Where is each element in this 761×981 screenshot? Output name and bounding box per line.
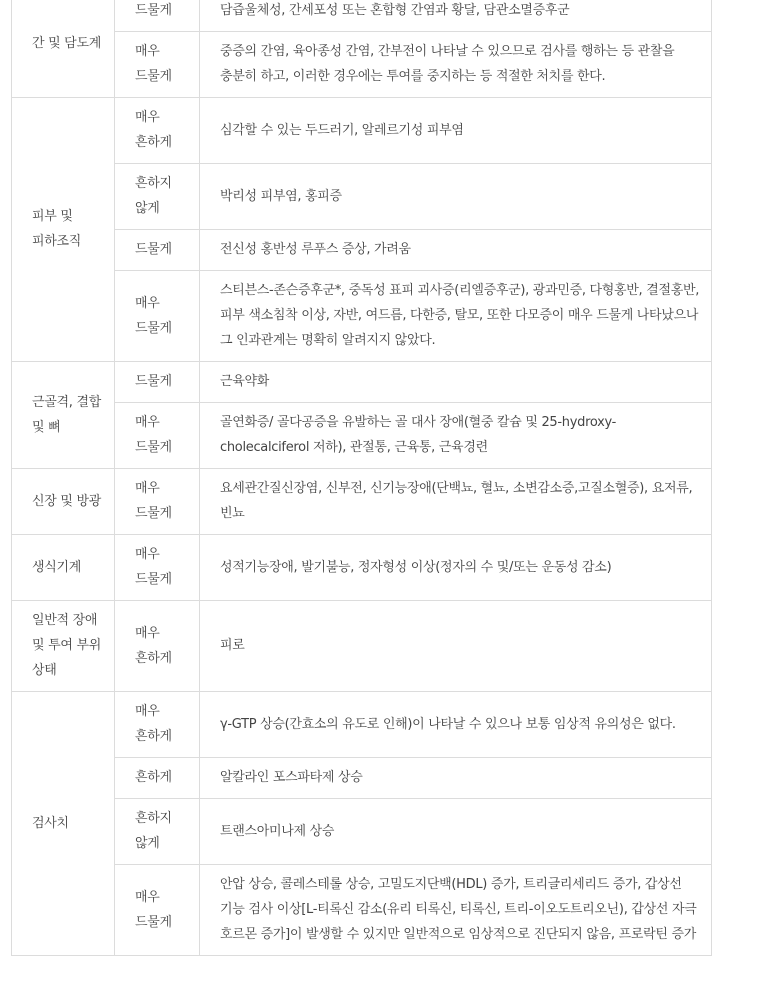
- description-cell: 골연화증/ 골다공증을 유발하는 골 대사 장애(혈중 칼슘 및 25-hydroxy-cholecalciferol 저하), 관절통, 근육통, 근육경련: [200, 403, 712, 469]
- frequency-cell: 매우 흔하게: [115, 692, 200, 758]
- table-row: [12, 0, 712, 32]
- description-cell: 근육약화: [200, 362, 712, 403]
- description-cell: 중증의 간염, 육아종성 간염, 간부전이 나타날 수 있으므로 검사를 행하는 등 관찰을 충분히 하고, 이러한 경우에는 투여를 중지하는 등 적절한 처치를 한다.: [200, 32, 712, 98]
- description-cell: 심각할 수 있는 두드러기, 알레르기성 피부염: [200, 98, 712, 164]
- description-cell: 스티븐스-존슨증후군*, 중독성 표피 괴사증(리엘증후군), 광과민증, 다형홍반, 결절홍반, 피부 색소침착 이상, 자반, 여드름, 다한증, 탈모, 또한 다모증이 매우 드물게 나타났으나 그 인과관계는 명확히 알려지지 않았다.: [200, 271, 712, 362]
- table-row: [12, 601, 712, 692]
- table-row: [12, 758, 712, 799]
- description-cell: 트랜스아미나제 상승: [200, 799, 712, 865]
- frequency-cell: 매우 드물게: [115, 469, 200, 535]
- table-row: [12, 865, 712, 956]
- frequency-cell: 매우 드물게: [115, 32, 200, 98]
- description-cell: γ-GTP 상승(간효소의 유도로 인해)이 나타날 수 있으나 보통 임상적 유의성은 없다.: [200, 692, 712, 758]
- frequency-cell: 매우 흔하게: [115, 601, 200, 692]
- category-cell: 신장 및 방광: [12, 469, 115, 535]
- table-row: [12, 692, 712, 758]
- adverse-reactions-table: [11, 0, 712, 956]
- description-cell: 알칼라인 포스파타제 상승: [200, 758, 712, 799]
- frequency-cell: 흔하지 않게: [115, 799, 200, 865]
- description-cell: 성적기능장애, 발기불능, 정자형성 이상(정자의 수 및/또는 운동성 감소): [200, 535, 712, 601]
- category-cell: 검사치: [12, 692, 115, 956]
- frequency-cell: 매우 드물게: [115, 535, 200, 601]
- table-row: [12, 32, 712, 98]
- category-cell: 간 및 담도계: [12, 0, 115, 98]
- table-row: [12, 98, 712, 164]
- table-row: [12, 362, 712, 403]
- frequency-cell: 드물게: [115, 0, 200, 32]
- description-cell: 담즙울체성, 간세포성 또는 혼합형 간염과 황달, 담관소멸증후군: [200, 0, 712, 32]
- category-cell: 생식기계: [12, 535, 115, 601]
- frequency-cell: 드물게: [115, 230, 200, 271]
- description-cell: 박리성 피부염, 홍피증: [200, 164, 712, 230]
- table-row: [12, 469, 712, 535]
- frequency-cell: 흔하게: [115, 758, 200, 799]
- category-cell: 근골격, 결합 및 뼈: [12, 362, 115, 469]
- category-cell: 일반적 장애 및 투여 부위 상태: [12, 601, 115, 692]
- category-cell: 피부 및 피하조직: [12, 98, 115, 362]
- table-row: [12, 271, 712, 362]
- frequency-cell: 매우 흔하게: [115, 98, 200, 164]
- table-row: [12, 230, 712, 271]
- description-cell: 피로: [200, 601, 712, 692]
- frequency-cell: 매우 드물게: [115, 403, 200, 469]
- table-row: [12, 164, 712, 230]
- table-row: [12, 799, 712, 865]
- table-row: [12, 535, 712, 601]
- frequency-cell: 흔하지 않게: [115, 164, 200, 230]
- frequency-cell: 매우 드물게: [115, 865, 200, 956]
- frequency-cell: 드물게: [115, 362, 200, 403]
- table-row: [12, 403, 712, 469]
- description-cell: 요세관간질신장염, 신부전, 신기능장애(단백뇨, 혈뇨, 소변감소증,고질소혈증), 요저류, 빈뇨: [200, 469, 712, 535]
- frequency-cell: 매우 드물게: [115, 271, 200, 362]
- description-cell: 전신성 홍반성 루푸스 증상, 가려움: [200, 230, 712, 271]
- description-cell: 안압 상승, 콜레스테롤 상승, 고밀도지단백(HDL) 증가, 트리글리세리드 증가, 갑상선 기능 검사 이상[L-티록신 감소(유리 티록신, 티록신, 트리-이오도트리오닌), 갑상선 자극 호르몬 증가]이 발생할 수 있지만 일반적으로 임상적으로 진단되지 않음, 프로락틴 증가: [200, 865, 712, 956]
